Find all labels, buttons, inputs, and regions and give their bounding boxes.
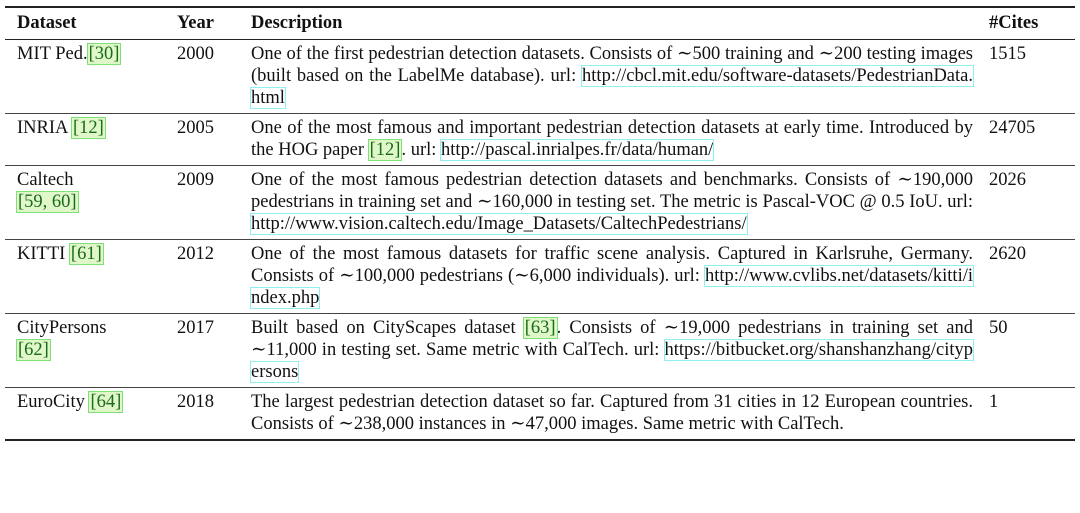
cites-cell: 50 — [989, 318, 1008, 338]
year-cell: 2017 — [177, 318, 214, 338]
dataset-cell — [5, 240, 165, 314]
dataset-cell — [5, 314, 165, 388]
dataset-name: KITTI — [17, 244, 70, 264]
header-year: Year — [177, 13, 214, 33]
dataset-url-link[interactable]: http://pascal.inrialpes.fr/data/human/ — [441, 140, 714, 160]
year-cell: 2012 — [177, 244, 214, 264]
dataset-name: INRIA — [17, 118, 72, 138]
description-text: One of the first pedestrian detection datasets. Consists of ∼500 training and ∼200 testing images (built based on the LabelMe database). url: — [251, 44, 973, 86]
dataset-url-link[interactable]: http://www.vision.caltech.edu/Image_Datasets/CaltechPedestrians/ — [251, 214, 747, 234]
citation-link[interactable]: [61] — [70, 244, 102, 264]
description-text: . Consists of ∼19,000 pedestrians in training set and ∼11,000 in testing set. Same metric with CalTech. url: — [251, 318, 973, 360]
description-cell — [239, 314, 977, 388]
description-cell — [239, 388, 977, 441]
citation-link[interactable]: [62] — [18, 340, 49, 360]
pedestrian-datasets-table — [5, 6, 1075, 441]
cites-cell: 2620 — [989, 244, 1026, 264]
dataset-name: Caltech — [17, 170, 74, 190]
cites-cell: 1 — [989, 392, 999, 412]
header-description: Description — [251, 13, 343, 33]
description-cell — [239, 40, 977, 114]
citation-link[interactable]: [12] — [369, 140, 401, 160]
description-text: One of the most famous datasets for traffic scene analysis. Captured in Karlsruhe, Germany. Consists of ∼100,000 pedestrians (∼6,000 individuals). url: — [251, 244, 973, 286]
table-row — [5, 40, 1075, 114]
description-text: The largest pedestrian detection dataset so far. Captured from 31 cities in 12 European countries. Consists of ∼238,000 instances in ∼47,000 images. Same metric with CalTech. — [251, 392, 973, 434]
dataset-cell — [5, 166, 165, 240]
citation-link[interactable]: [30] — [88, 44, 120, 64]
citation-link[interactable]: [59, 60] — [18, 192, 77, 212]
description-cell — [239, 240, 977, 314]
dataset-url-link[interactable]: http://www.cvlibs.net/datasets/kitti/index.php — [251, 266, 973, 308]
dataset-cell — [5, 114, 165, 166]
dataset-url-link[interactable]: http://cbcl.mit.edu/software-datasets/PedestrianData.html — [251, 66, 973, 108]
dataset-cell — [5, 388, 165, 441]
header-cites: #Cites — [989, 13, 1039, 33]
table-row — [5, 388, 1075, 441]
description-text: Built based on CityScapes dataset — [251, 318, 524, 338]
year-cell: 2000 — [177, 44, 214, 64]
description-cell — [239, 114, 977, 166]
year-cell: 2005 — [177, 118, 214, 138]
table-row — [5, 314, 1075, 388]
dataset-name: MIT Ped. — [17, 44, 88, 64]
year-cell: 2018 — [177, 392, 214, 412]
dataset-name: CityPersons — [17, 318, 107, 338]
table-row — [5, 240, 1075, 314]
description-text: One of the most famous and important pedestrian detection datasets at early time. Introduced by the HOG paper — [251, 118, 973, 160]
cites-cell: 2026 — [989, 170, 1026, 190]
description-cell — [239, 166, 977, 240]
datasets-table-container — [5, 6, 1075, 441]
description-text: . url: — [401, 140, 442, 160]
description-text: One of the most famous pedestrian detection datasets and benchmarks. Consists of ∼190,000 pedestrians in training set and ∼160,000 in testing set. The metric is Pascal-VOC @ 0.5 IoU. url: — [251, 170, 973, 212]
year-cell: 2009 — [177, 170, 214, 190]
header-dataset: Dataset — [17, 13, 77, 33]
table-row — [5, 114, 1075, 166]
citation-link[interactable]: [63] — [524, 318, 556, 338]
table-header-row — [5, 7, 1075, 40]
dataset-cell — [5, 40, 165, 114]
table-row — [5, 166, 1075, 240]
cites-cell: 24705 — [989, 118, 1036, 138]
citation-link[interactable]: [64] — [90, 392, 122, 412]
citation-link[interactable]: [12] — [73, 118, 104, 138]
cites-cell: 1515 — [989, 44, 1026, 64]
dataset-name: EuroCity — [17, 392, 90, 412]
dataset-url-link[interactable]: https://bitbucket.org/shanshanzhang/citypersons — [251, 340, 973, 382]
